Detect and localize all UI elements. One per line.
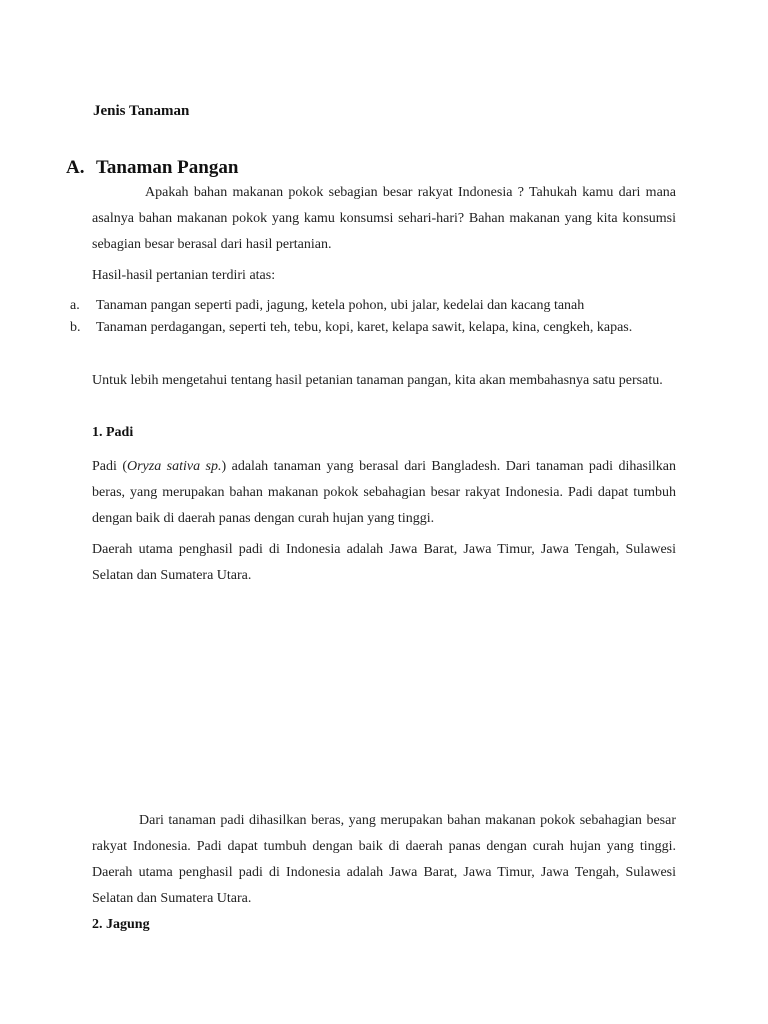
subheading-jagung: 2. Jagung — [92, 917, 150, 932]
hasil-intro-paragraph: Hasil-hasil pertanian terdiri atas: — [92, 268, 276, 283]
document-title: Jenis Tanaman — [93, 103, 190, 119]
padi-paragraph-2: Daerah utama penghasil padi di Indonesia adalah Jawa Barat, Jawa Timur, Jawa Tengah, Sulawesi Selatan dan Sumatera Utara. — [92, 542, 676, 583]
untuk-paragraph: Untuk lebih mengetahui tentang hasil petanian tanaman pangan, kita akan membahasnya satu persatu. — [92, 373, 663, 388]
section-title: Tanaman Pangan — [96, 157, 239, 178]
list-item — [70, 297, 676, 315]
section-letter: A. — [66, 157, 85, 178]
subheading-padi: 1. Padi — [92, 425, 134, 440]
section-heading-tanaman-pangan — [66, 157, 238, 179]
padi-paragraph-3: Dari tanaman padi dihasilkan beras, yang merupakan bahan makanan pokok sebahagian besar rakyat Indonesia. Padi dapat tumbuh dengan baik di daerah panas dengan curah hujan yang tinggi. Daerah utama penghasil padi di Indonesia adalah Jawa Barat, Jawa Timur, Jawa Tengah, Sulawesi Selatan dan Sumatera Utara. — [92, 813, 676, 906]
list-marker: a. — [70, 298, 80, 313]
list-item — [70, 315, 676, 341]
list-item-text: Tanaman pangan seperti padi, jagung, ketela pohon, ubi jalar, kedelai dan kacang tanah — [96, 298, 585, 313]
intro-paragraph: Apakah bahan makanan pokok sebagian besar rakyat Indonesia ? Tahukah kamu dari mana asalnya bahan makanan pokok yang kamu konsumsi sehari-hari? Bahan makanan yang kita konsumsi sebagian besar berasal dari hasil pertanian. — [92, 185, 676, 252]
list-item-text: Tanaman perdagangan, seperti teh, tebu, kopi, karet, kelapa sawit, kelapa, kina, cengkeh, kapas. — [96, 320, 633, 335]
list-marker: b. — [70, 320, 81, 335]
padi-text-before: Padi ( — [92, 459, 127, 474]
padi-text-after: ) adalah tanaman yang berasal dari Bangladesh. Dari tanaman padi dihasilkan beras, yang merupakan bahan makanan pokok sebahagian besar rakyat Indonesia. Padi dapat tumbuh dengan baik di daerah panas dengan curah hujan yang tinggi. — [92, 459, 676, 526]
latin-name: Oryza sativa sp. — [127, 459, 222, 474]
padi-paragraph-1 — [92, 454, 676, 532]
